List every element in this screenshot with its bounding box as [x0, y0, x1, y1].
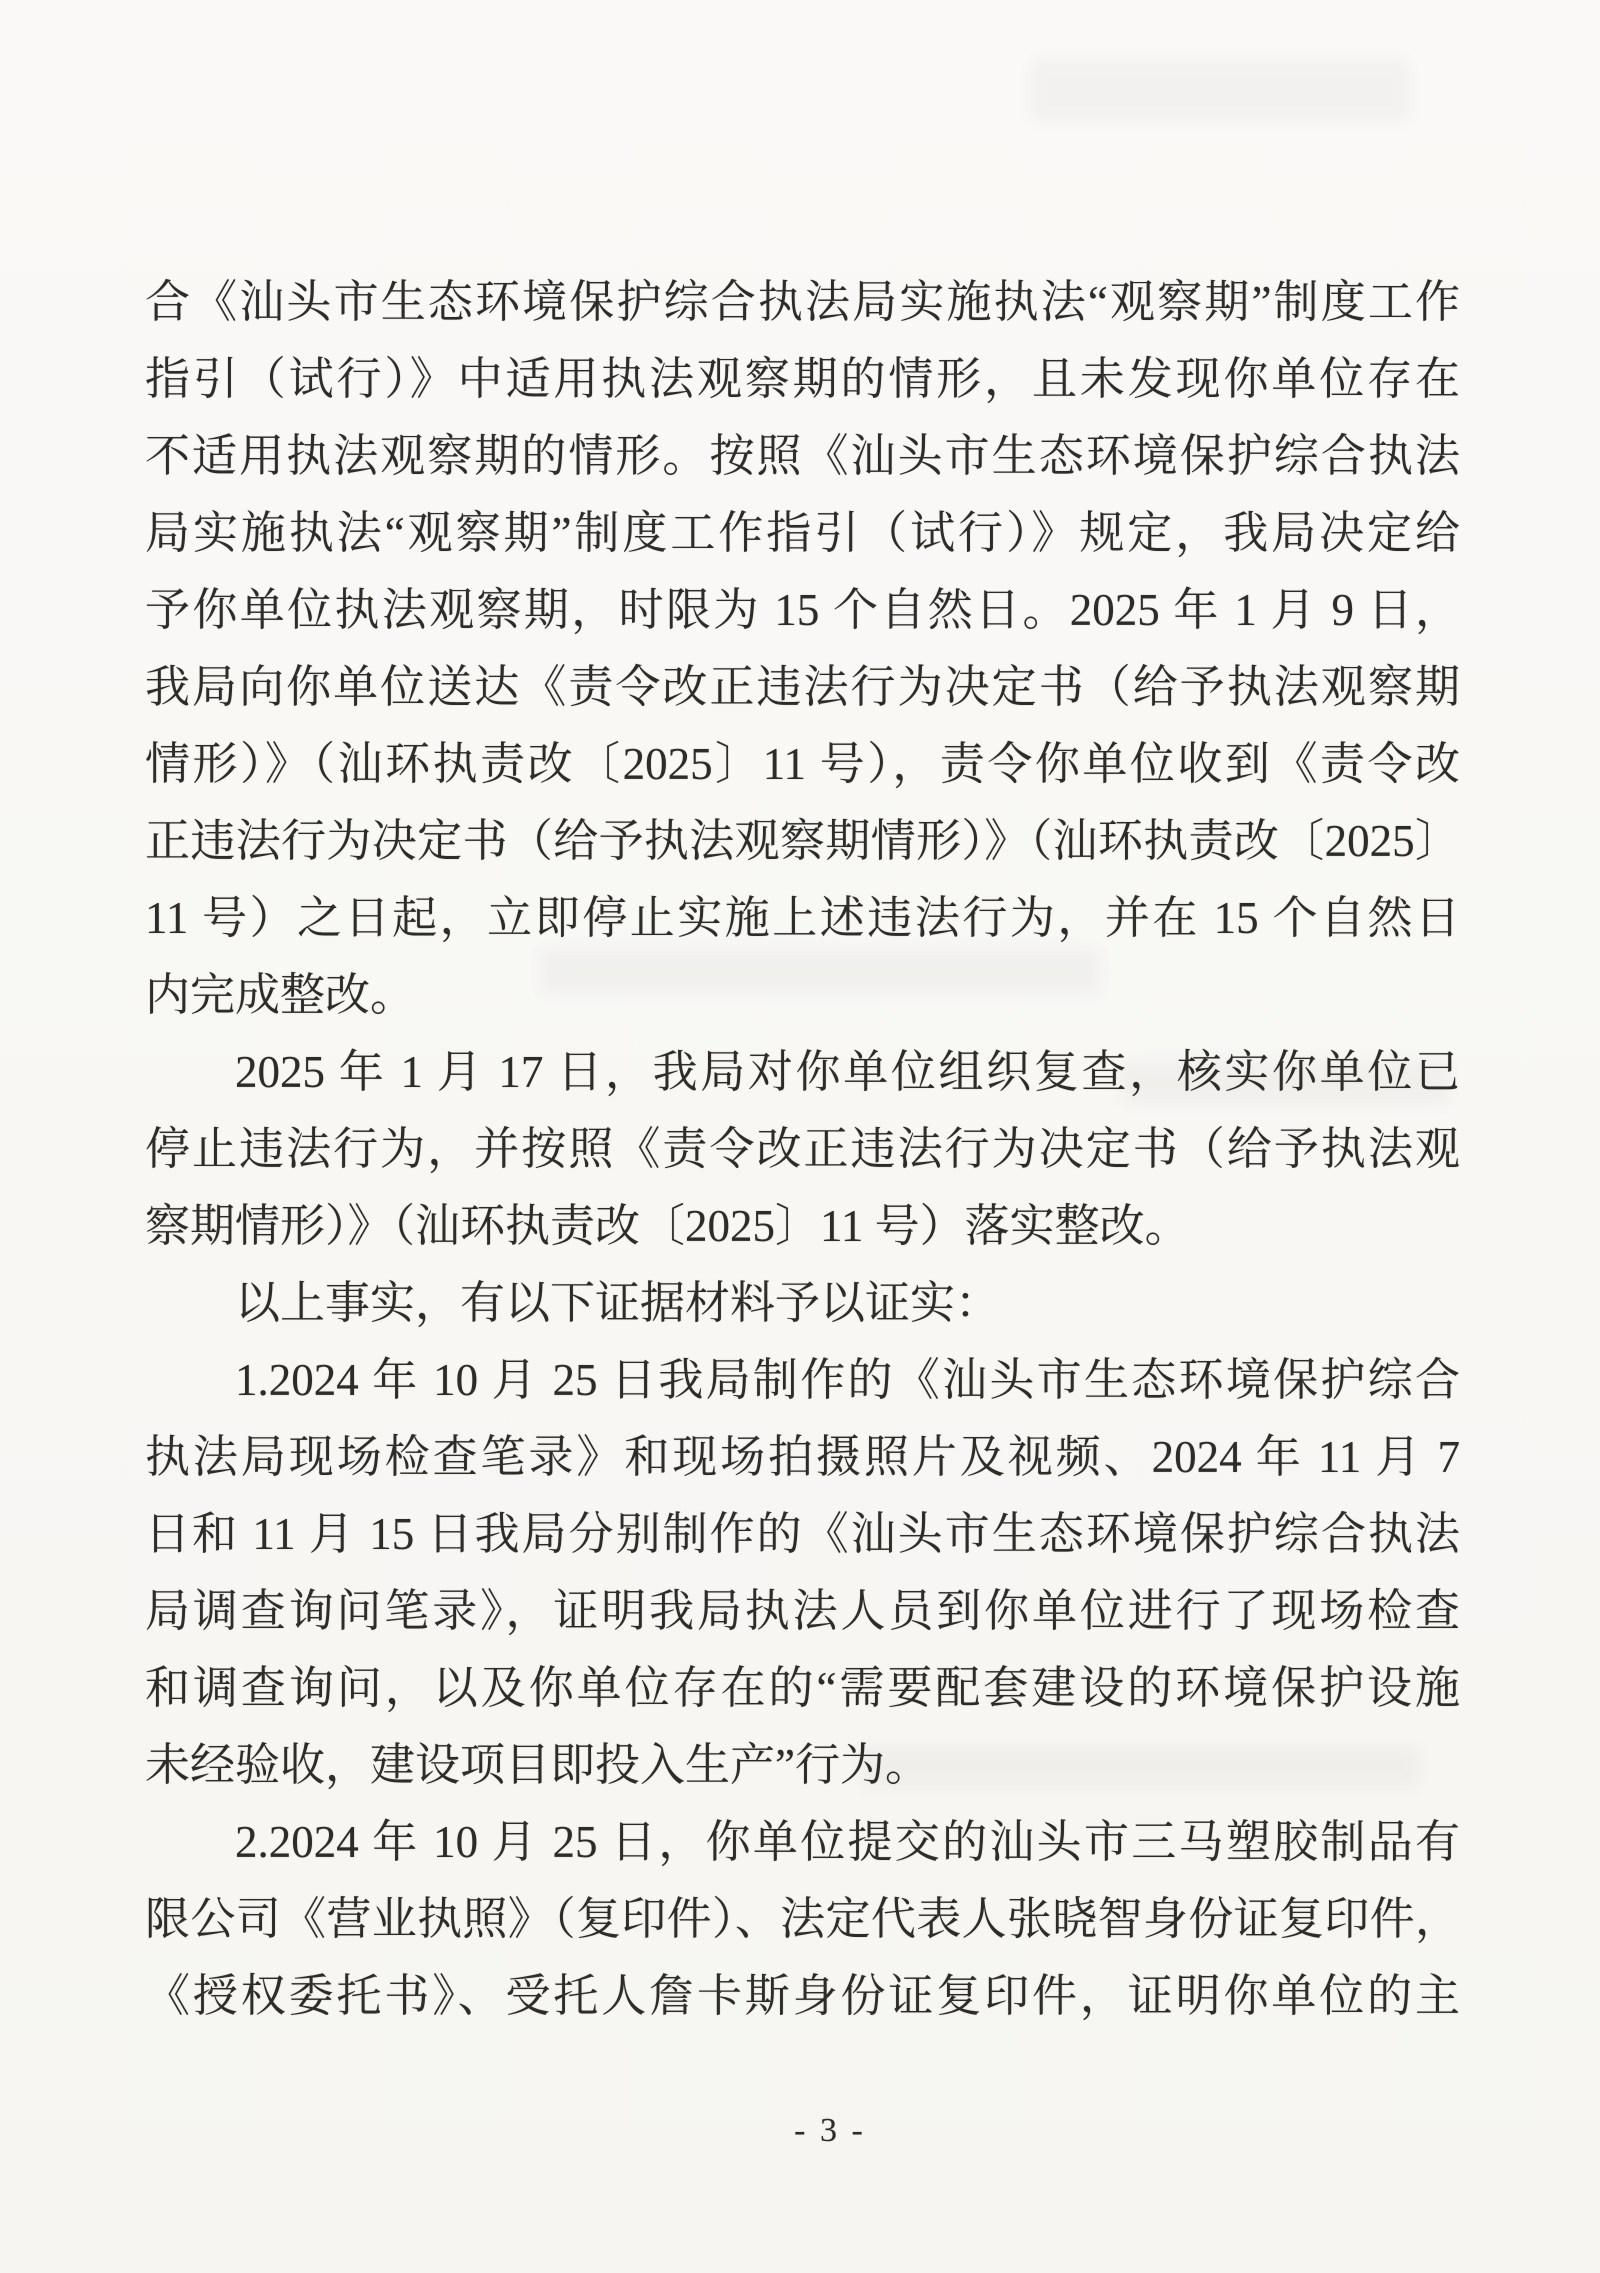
document-body-text: [145, 264, 1460, 2035]
text-line: 内完成整改。: [145, 970, 416, 1020]
text-line: 指引（试行）》中适用执法观察期的情形，且未发现你单位存在: [145, 354, 1460, 404]
text-line: 予你单位执法观察期，时限为 15 个自然日。2025 年 1 月 9 日，: [145, 585, 1460, 635]
text-line: 2025 年 1 月 17 日，我局对你单位组织复查，核实你单位已: [235, 1047, 1460, 1097]
paragraph-4-evidence-1: [145, 1342, 1460, 1804]
text-line: 正违法行为决定书（给予执法观察期情形）》（汕环执责改〔2025〕: [145, 816, 1460, 866]
text-line: 日和 11 月 15 日我局分别制作的《汕头市生态环境保护综合执法: [145, 1509, 1460, 1559]
text-line: 11 号）之日起，立即停止实施上述违法行为，并在 15 个自然日: [145, 893, 1460, 943]
paragraph-2: [145, 1034, 1460, 1265]
scan-artifact: [1030, 58, 1410, 122]
text-line: 执法局现场检查笔录》和现场拍摄照片及视频、2024 年 11 月 7: [145, 1432, 1460, 1482]
paragraph-1: [145, 264, 1460, 1034]
text-line: 察期情形）》（汕环执责改〔2025〕11 号）落实整改。: [145, 1201, 1190, 1251]
text-line: 《授权委托书》、受托人詹卡斯身份证复印件，证明你单位的主: [145, 1971, 1460, 2021]
text-line: 停止违法行为，并按照《责令改正违法行为决定书（给予执法观: [145, 1124, 1460, 1174]
text-line: 我局向你单位送达《责令改正违法行为决定书（给予执法观察期: [145, 662, 1460, 712]
text-line: 情形）》（汕环执责改〔2025〕11 号），责令你单位收到《责令改: [145, 739, 1460, 789]
paragraph-5-evidence-2: [145, 1804, 1460, 2035]
text-line: 限公司《营业执照》（复印件）、法定代表人张晓智身份证复印件，: [145, 1894, 1460, 1944]
text-line: 合《汕头市生态环境保护综合执法局实施执法“观察期”制度工作: [145, 277, 1460, 327]
text-line: 和调查询问，以及你单位存在的“需要配套建设的环境保护设施: [145, 1663, 1460, 1713]
text-line: 未经验收，建设项目即投入生产”行为。: [145, 1740, 930, 1790]
page-number: - 3 -: [794, 2112, 866, 2149]
text-line: 不适用执法观察期的情形。按照《汕头市生态环境保护综合执法: [145, 431, 1460, 481]
text-line: 局实施执法“观察期”制度工作指引（试行）》规定，我局决定给: [145, 508, 1460, 558]
text-line: 1.2024 年 10 月 25 日我局制作的《汕头市生态环境保护综合: [235, 1355, 1460, 1405]
text-line: 2.2024 年 10 月 25 日，你单位提交的汕头市三马塑胶制品有: [235, 1817, 1460, 1867]
text-line: 以上事实，有以下证据材料予以证实：: [235, 1278, 1001, 1328]
paragraph-3: [145, 1265, 1460, 1342]
text-line: 局调查询问笔录》，证明我局执法人员到你单位进行了现场检查: [145, 1586, 1460, 1636]
